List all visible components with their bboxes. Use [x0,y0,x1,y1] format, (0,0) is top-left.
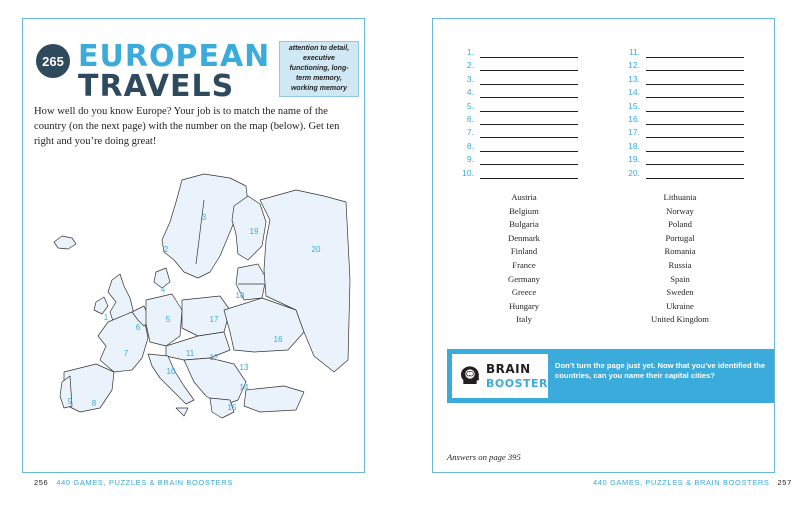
folio-right [593,478,792,487]
country-name: Sweden [666,287,694,298]
country-name: Hungary [508,300,540,311]
map-number-label: 10 [166,367,176,376]
answer-blank-line[interactable] [646,137,744,138]
answer-blank-line[interactable] [480,111,578,112]
country-name: Denmark [508,232,540,243]
map-number-label: 16 [273,335,283,344]
country-name: Greece [511,287,537,298]
map-number-label: 8 [91,399,97,408]
map-number-label: 1 [103,313,109,322]
answer-blank-line[interactable] [646,164,744,165]
answer-number: 8. [466,140,474,151]
title-line-1: EUROPEAN [78,39,271,74]
answer-number: 10. [462,167,474,178]
map-number-label: 7 [123,349,129,358]
answer-blank-line[interactable] [480,151,578,152]
map-germany [146,294,182,346]
map-turkey-edge [244,386,304,412]
map-poland [182,296,230,336]
map-number-label: 17 [209,315,219,324]
answer-number: 16. [628,114,640,124]
answer-number: 20. [628,167,640,178]
answer-number: 5. [466,100,474,111]
answer-blank-line[interactable] [646,111,744,112]
map-number-label: 18 [235,291,245,300]
map-sicily [176,408,188,416]
answer-blank-line[interactable] [480,97,578,98]
skills-text: attention to detail, executive functioning, long-term memory, working memory [288,45,350,92]
answer-blank-line[interactable] [646,70,744,71]
map-number-label: 12 [209,353,219,362]
answer-number: 2. [466,60,474,71]
map-number-label: 4 [160,285,166,294]
page-number-left: 256 [34,478,49,487]
country-name: Germany [508,273,540,284]
map-number-label: 2 [163,245,169,254]
answer-number: 7. [466,127,474,138]
answer-blank-line[interactable] [480,164,578,165]
book-title-right: 440 GAMES, PUZZLES & BRAIN BOOSTERS [593,478,770,487]
booster-word-1: BRAIN [486,362,531,376]
country-name: Italy [516,314,532,325]
country-name: Poland [668,219,692,230]
answer-number: 14. [628,87,640,98]
country-name: Spain [670,273,690,284]
country-name: Russia [668,260,692,270]
intro-paragraph: How well do you know Europe? Your job is to match the name of the country (on the next page) with the number on the map (below). Get ten right and you’re doing great! [34,106,340,147]
answers-note: Answers on page 395 [447,452,521,462]
map-number-label: 5 [165,315,171,324]
country-name: Bulgaria [509,219,539,230]
answer-number: 15. [628,100,640,111]
answer-blank-line[interactable] [480,124,578,125]
answer-blank-line[interactable] [480,137,578,138]
map-number-label: 19 [249,227,259,236]
map-number-label: 15 [227,403,237,412]
folio-left [34,478,233,487]
brain-booster-wordmark [486,363,548,389]
answer-number: 11. [628,47,640,57]
book-title-left: 440 GAMES, PUZZLES & BRAIN BOOSTERS [56,478,233,487]
answer-number: 6. [466,114,474,124]
answer-blank-line[interactable] [480,178,578,179]
map-iceland [54,236,76,249]
answer-blank-line[interactable] [646,97,744,98]
map-number-label: 6 [135,323,141,332]
answer-number: 4. [466,87,474,98]
map-number-label: 9 [67,397,73,406]
europe-map [34,160,352,422]
title-line-2: TRAVELS [78,69,235,104]
country-name: Finland [510,246,538,257]
answer-blank-line[interactable] [646,124,744,125]
page-number-right: 257 [777,478,792,487]
brain-booster-text: Don’t turn the page just yet. Now that you’ve identified the countries, can you name their capital cities? [555,361,766,380]
map-number-label: 11 [185,349,195,358]
map-number-label: 13 [239,363,249,372]
answer-blank-line[interactable] [480,57,578,58]
brain-head-icon [458,358,482,394]
country-name: Austria [511,192,537,202]
country-name: Romania [664,246,696,257]
country-name: Norway [666,205,694,216]
answer-blank-line[interactable] [480,70,578,71]
answer-number: 1. [466,47,474,57]
answer-blank-line[interactable] [646,84,744,85]
answer-number: 9. [466,154,474,165]
answer-blank-line[interactable] [646,57,744,58]
answer-blank-line[interactable] [480,84,578,85]
answer-number: 19. [628,154,640,165]
country-name: United Kingdom [650,314,709,325]
country-name: Lithuania [663,192,697,202]
map-number-label: 14 [239,383,249,392]
answer-number: 12. [628,60,640,71]
answer-number: 17. [628,127,640,138]
map-ireland [94,297,108,314]
answer-blank-line[interactable] [646,178,744,179]
map-number-label: 3 [201,213,207,222]
country-name: Belgium [509,205,539,216]
answer-number: 3. [466,73,474,84]
country-name: Ukraine [666,300,694,311]
brain-booster-box [447,349,774,403]
booster-word-2: BOOSTER [486,377,548,390]
brain-booster-badge [452,354,548,398]
map-number-label: 20 [311,245,321,254]
country-name: Portugal [665,232,695,243]
puzzle-number-badge: 265 [36,44,70,78]
answer-number: 18. [628,140,640,151]
answer-blank-line[interactable] [646,151,744,152]
skills-box [279,41,359,97]
country-name: France [512,260,536,270]
answer-number: 13. [628,73,640,84]
